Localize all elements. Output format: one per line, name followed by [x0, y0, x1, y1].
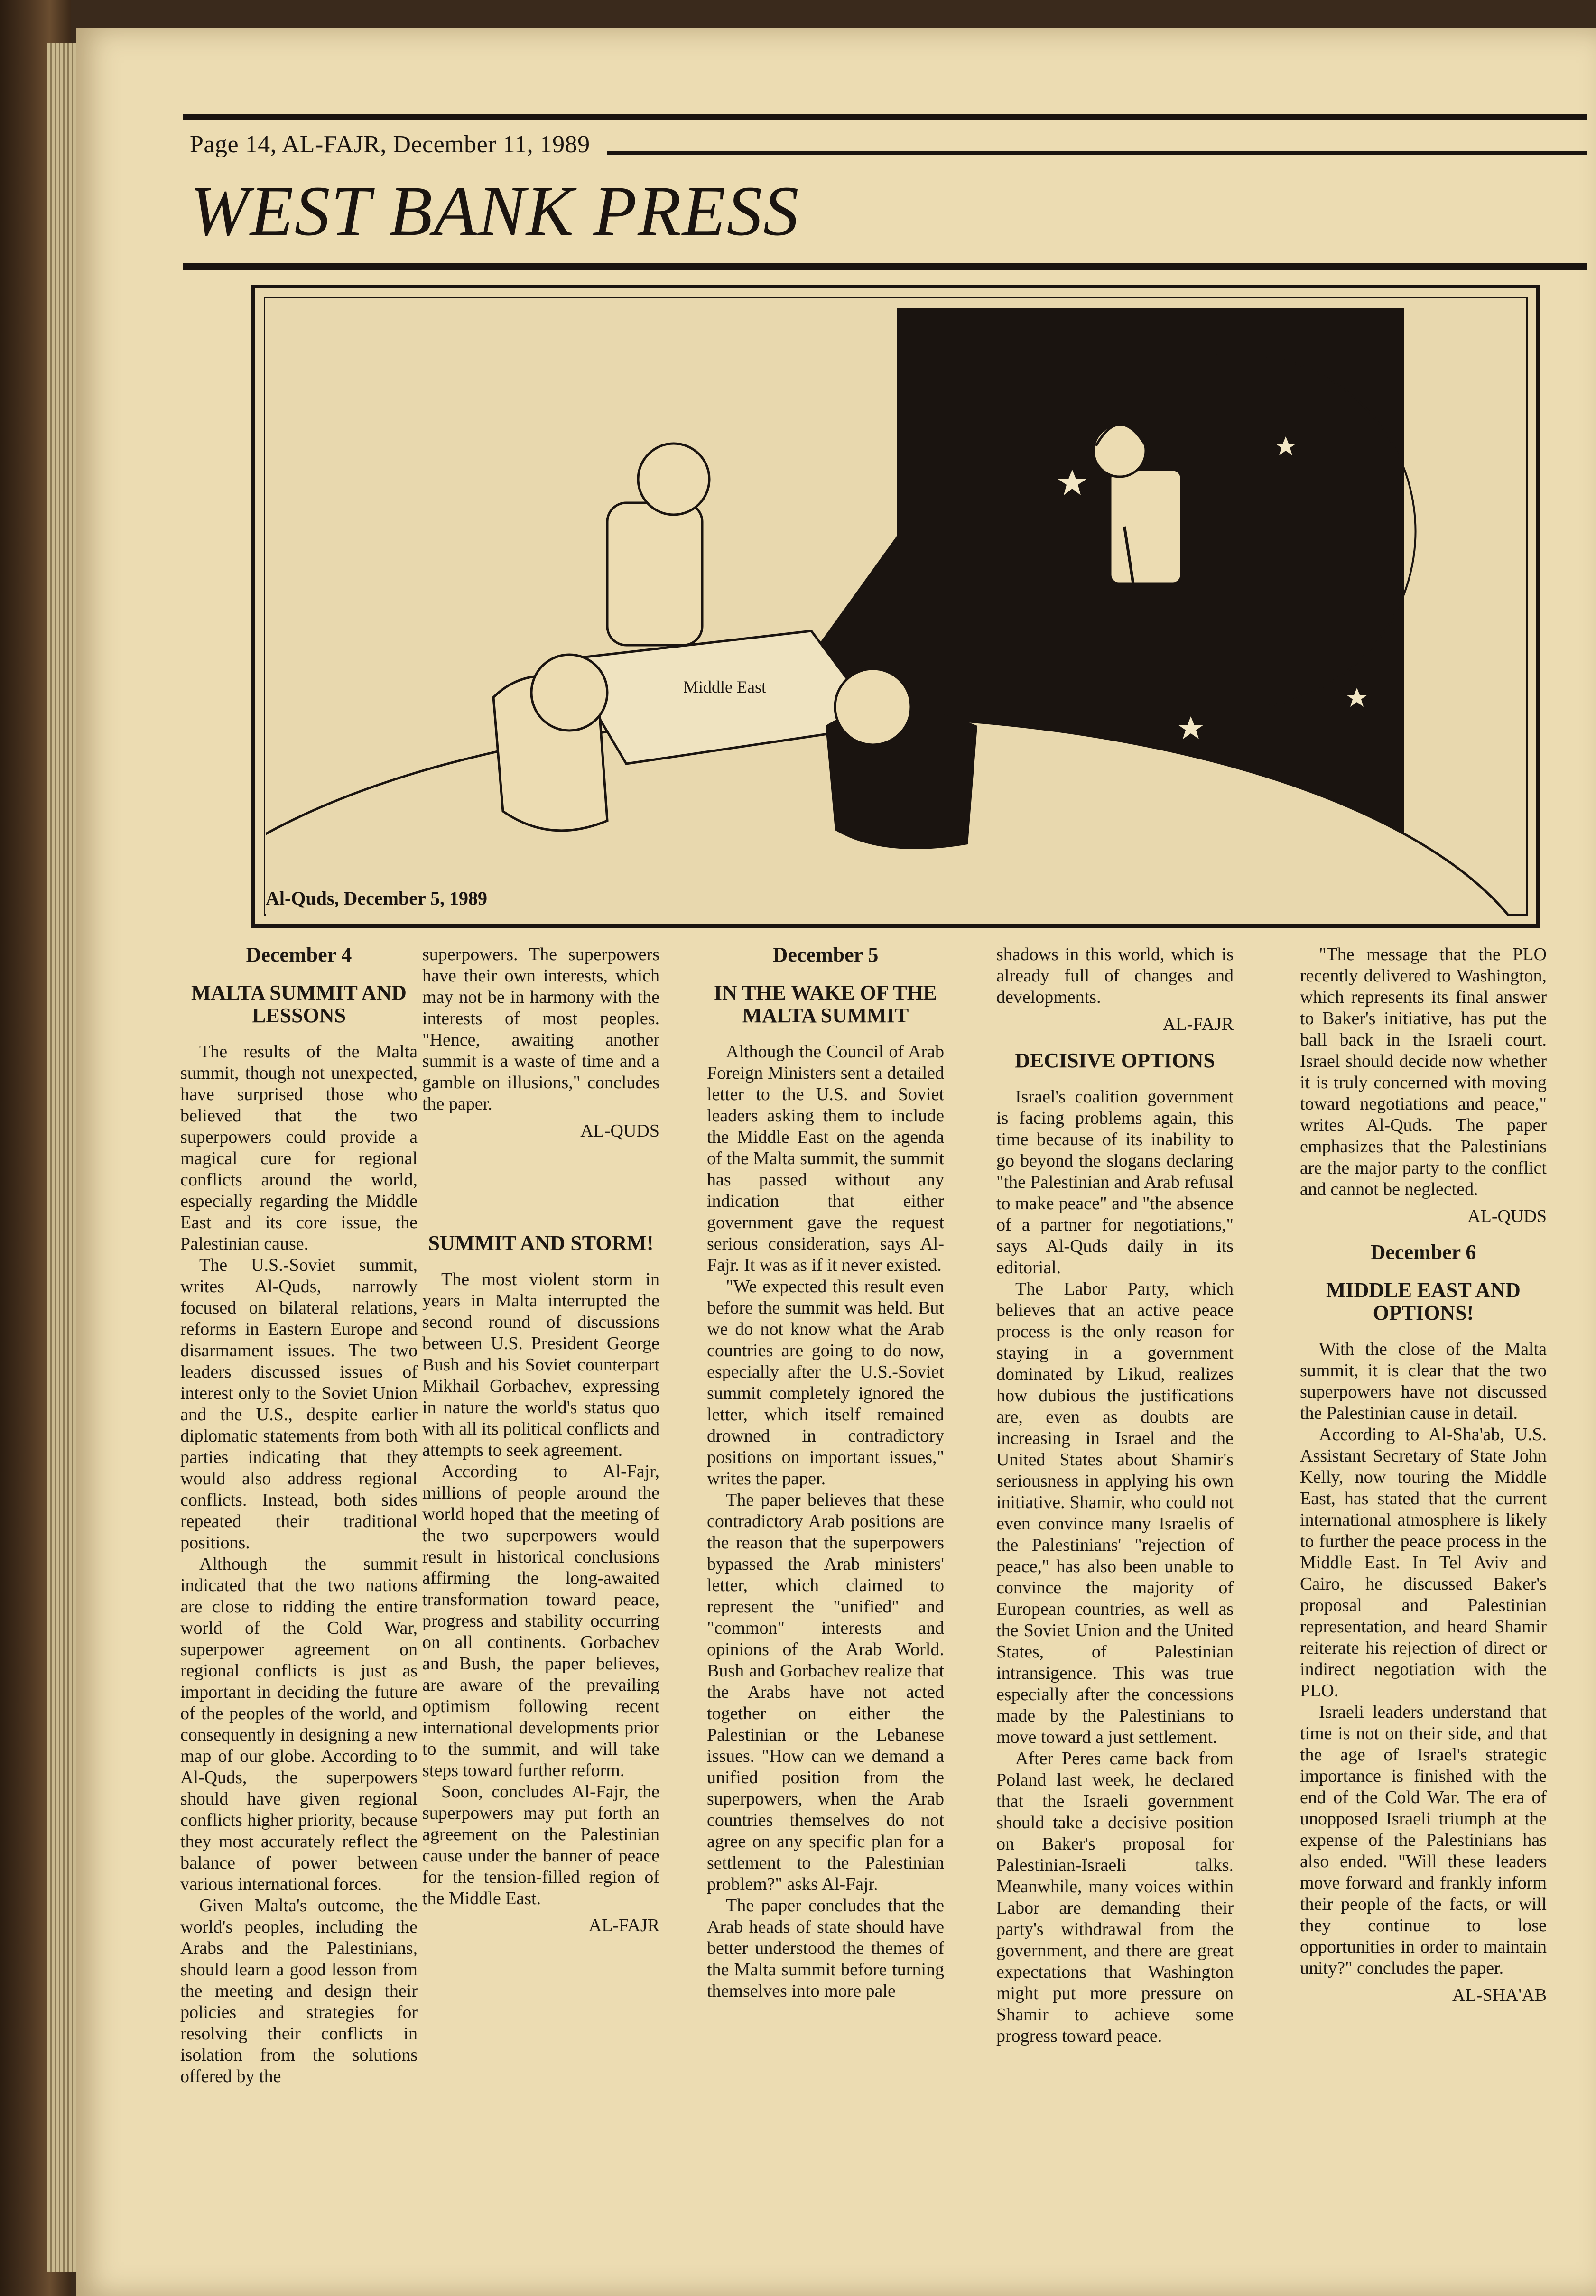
article-continuation: superpowers. The superpowers have their own interests, which may not be in harmony with the interests of most peoples. "Hence, awaiting another summit is a waste of time and a gamble on illusions," concludes the paper. — [422, 944, 659, 1114]
article-paragraph: Although the summit indicated that the two nations are close to ridding the entire world of the Cold War, superpower agreement on regional conflicts is just as important in deciding the future of the peoples of the world, and consequently in designing a new map of our globe. According to Al-Quds, the superpowers should have given regional conflicts higher priority, because they most accurately reflect the balance of power between various international forces. — [180, 1554, 418, 1894]
title-rule — [183, 263, 1587, 270]
column-5 — [1300, 944, 1547, 2020]
column-spacer — [422, 1156, 659, 1232]
article-headline: MIDDLE EAST AND OPTIONS! — [1326, 1278, 1521, 1324]
article-paragraph: Although the Council of Arab Foreign Ministers sent a detailed letter to the U.S. and Soviet leaders asking them to include the Middle East on the agenda of the Malta summit, the summit has passed without any indication that either government gave the request serious consideration, says Al-Fajr. It was as if it never existed. — [707, 1042, 944, 1275]
article-paragraph: The paper believes that these contradictory Arab positions are the reason that the superpowers bypassed the Arab ministers' letter, which claimed to represent the "unified" and "common" interests and opinions of the Arab World. Bush and Gorbachev realize that the Arabs have not acted together on either the Palestinian or the Lebanese issues. "How can we demand a unified position from the superpowers, when the Arab countries themselves do not agree on any specific plan for a settlement to the Palestinian problem?" asks Al-Fajr. — [707, 1490, 944, 1894]
article-paragraph: The most violent storm in years in Malta interrupted the second round of discussions between U.S. President George Bush and his Soviet counterpart Mikhail Gorbachev, expressing in nature the world's status quo with all its political conflicts and attempts to seek agreement. — [422, 1269, 659, 1460]
column-4 — [996, 944, 1234, 2047]
article-continuation: shadows in this world, which is already full of changes and developments. — [996, 944, 1234, 1007]
article-paragraph: The Labor Party, which believes that an active peace process is the only reason for staying in a government dominated by Likud, realizes how dubious the justifications are, even as doubts are increasing in Israel and the United States about Shamir's seriousness in applying his own initiative. Shamir, who could not even convince many Israelis of the Palestinians' "rejection of peace," has also been unable to convince the majority of European countries, as well as the Soviet Union and the United States, of Palestinian intransigence. This was true especially after the concessions made by the Palestinians to move toward a just settlement. — [996, 1279, 1234, 1747]
article-paragraph: According to Al-Sha'ab, U.S. Assistant Secretary of State John Kelly, now touring the Middle East, has stated that the current international atmosphere is likely to further the peace process in the Middle East. In Tel Aviv and Cairo, he discussed Baker's proposal and Palestinian representation, and heard Shamir reiterate his rejection of direct or indirect negotiation with the PLO. — [1300, 1425, 1547, 1701]
article-paragraph: According to Al-Fajr, millions of people around the world hoped that the meeting of the two superpowers would result in historical conclusions affirming the long-awaited transformation toward peace, progress and stability occurring on all continents. Gorbachev and Bush, the paper believes, are aware of the prevailing optimism following recent international developments prior to the summit, and will take steps toward further reform. — [422, 1462, 659, 1780]
source-signature: AL-QUDS — [1467, 1206, 1547, 1226]
article-paragraph: "We expected this result even before the summit was held. But we do not know what the Arab countries are going to do now, especially after the U.S.-Soviet summit completely ignored the letter, which itself remained drowned in contradictory positions on important issues," writes the paper. — [707, 1277, 944, 1489]
source-signature: AL-SHA'AB — [1452, 1985, 1547, 2005]
header-rule — [607, 151, 1587, 155]
column-date: December 4 — [246, 943, 352, 966]
article-paragraph: The paper concludes that the Arab heads of state should have better understood the themes of the Malta summit before turning themselves into more pale — [707, 1896, 944, 2001]
source-signature: AL-FAJR — [588, 1916, 659, 1935]
column-date: December 5 — [772, 943, 879, 966]
article-headline: IN THE WAKE OF THE MALTA SUMMIT — [714, 981, 937, 1027]
article-headline: DECISIVE OPTIONS — [1015, 1049, 1215, 1072]
section-title: WEST BANK PRESS — [190, 172, 800, 250]
article-paragraph: The results of the Malta summit, though not unexpected, have surprised those who believed that the two superpowers could provide a magical cure for regional conflicts around the world, especially regarding the Middle East and its core issue, the Palestinian cause. — [180, 1042, 418, 1254]
article-paragraph: "The message that the PLO recently delivered to Washington, which represents its final answer to Baker's initiative, has put the ball back in the Israeli court. Israel should decide now whether it is truly concerned with moving toward negotiations and peace," writes Al-Quds. The paper emphasizes that the Palestinians are the major party to the conflict and cannot be neglected. — [1300, 944, 1547, 1199]
cartoon-credit: Al-Quds, December 5, 1989 — [266, 888, 487, 909]
article-paragraph: After Peres came back from Poland last week, he declared that the Israeli government should take a decisive position on Baker's proposal for Palestinian-Israeli talks. Meanwhile, many voices within Labor are demanding their party's withdrawal from the government, and there are great expectations that Washington might put more pressure on Shamir to achieve some progress toward peace. — [996, 1749, 1234, 2046]
political-cartoon — [266, 299, 1518, 916]
column-date: December 6 — [1370, 1241, 1476, 1264]
table-label: Middle East — [683, 677, 766, 696]
article-paragraph: The U.S.-Soviet summit, writes Al-Quds, narrowly focused on bilateral relations, reforms in Eastern Europe and disarmament issues. The two leaders discussed issues of interest only to the Soviet Union and the U.S., despite earlier diplomatic statements from both parties indicating that they would also address regional conflicts. Instead, both sides repeated their traditional positions. — [180, 1255, 418, 1553]
article-paragraph: Israel's coalition government is facing problems again, this time because of its inability to go beyond the slogans declaring "the Palestinian and Arab refusal to make peace" and "the absence of a partner for negotiations," says Al-Quds daily in its editorial. — [996, 1087, 1234, 1278]
article-paragraph: With the close of the Malta summit, it is clear that the two superpowers have not discussed the Palestinian cause in detail. — [1300, 1339, 1547, 1423]
seated-figure-left — [493, 655, 607, 831]
article-paragraph: Soon, concludes Al-Fajr, the superpowers may put forth an agreement on the Palestinian cause under the banner of peace for the tension-filled region of the Middle East. — [422, 1782, 659, 1908]
seated-figure-back — [607, 444, 709, 645]
article-paragraph: Israeli leaders understand that time is not on their side, and that the age of Israel's strategic importance is finished with the end of the Cold War. The era of unopposed Israeli triumph at the expense of the Palestinians has also ended. "Will these leaders move forward and frankly inform their people of the facts, or will they continue to lose opportunities in order to maintain unity?" concludes the paper. — [1300, 1702, 1547, 1978]
column-2 — [422, 944, 659, 1951]
top-rule — [183, 114, 1587, 120]
article-paragraph: Given Malta's outcome, the world's peoples, including the Arabs and the Palestinians, should learn a good lesson from the meeting and design their policies and strategies for resolving their conflicts in isolation from the solutions offered by the — [180, 1896, 418, 2086]
article-headline: SUMMIT AND STORM! — [428, 1231, 654, 1255]
column-3 — [707, 944, 944, 2002]
column-1 — [180, 944, 418, 2087]
page-header: Page 14, AL-FAJR, December 11, 1989 — [190, 131, 590, 158]
article-headline: MALTA SUMMIT AND LESSONS — [191, 981, 407, 1027]
source-signature: AL-QUDS — [580, 1121, 659, 1141]
source-signature: AL-FAJR — [1162, 1014, 1234, 1034]
